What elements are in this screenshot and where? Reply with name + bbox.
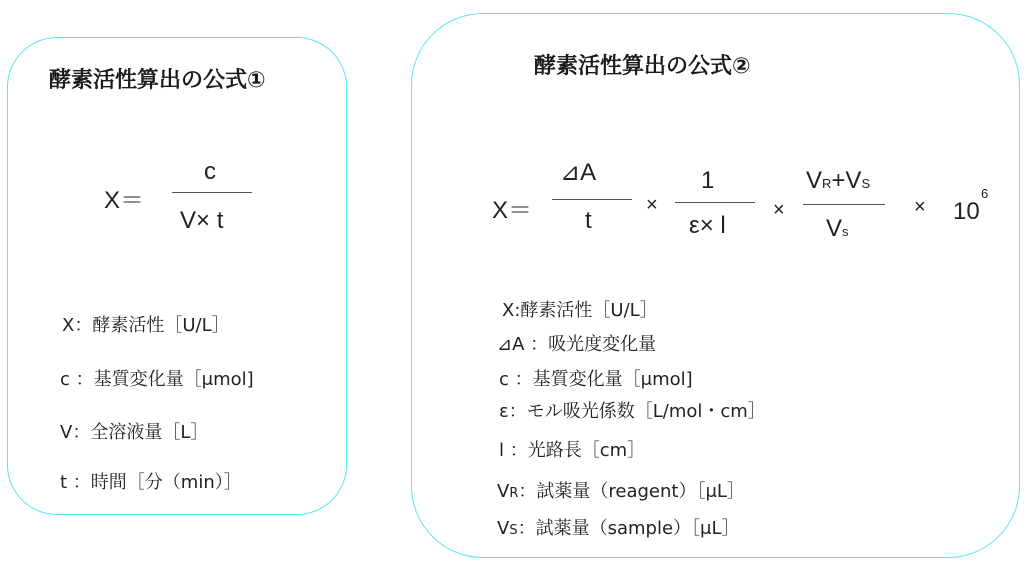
formula1-title: 酵素活性算出の公式① <box>49 68 266 93</box>
formula2-power-base: 10 <box>953 198 980 225</box>
formula2-frac3-numerator <box>806 167 870 195</box>
formula2-def-epsilon: ε：モル吸光係数［L/mol・cm］ <box>499 401 766 422</box>
formula2-def-vr <box>497 477 745 503</box>
def-vr-sub: R <box>509 486 519 501</box>
formula2-lhs: X＝ <box>492 197 533 224</box>
formula2-title: 酵素活性算出の公式② <box>534 54 751 79</box>
formula2-power-exponent: 6 <box>981 186 989 201</box>
frac3-den-sub-s: s <box>842 224 849 239</box>
formula2-def-dA: ⊿A ：吸光度変化量 <box>497 334 657 355</box>
frac3-den-v: V <box>826 215 843 242</box>
def-vs-text: ：試薬量（sample）［μL］ <box>517 518 740 539</box>
formula2-frac2-denominator: ε× l <box>689 212 726 239</box>
frac3-num-sub-r: R <box>822 176 832 191</box>
formula2-def-x: X:酵素活性［U/L］ <box>502 300 658 321</box>
frac3-num-sub-s: S <box>861 176 871 191</box>
formula2-def-c: c ：基質変化量［μmol] <box>499 369 693 390</box>
frac3-num-plus-v: +V <box>831 167 862 194</box>
formula2-frac3-bar <box>803 204 885 205</box>
formula1-def-c: c ：基質変化量［μmol] <box>60 369 254 390</box>
formula2-def-l: l ：光路長［cm］ <box>499 440 646 461</box>
formula1-denominator: V× t <box>180 207 224 234</box>
formula2-frac2-bar <box>675 202 755 203</box>
formula2-def-vs <box>497 514 740 540</box>
formula1-def-t: t ：時間［分（min）］ <box>60 472 242 493</box>
formula2-times-1: × <box>646 194 658 216</box>
formula2-times-3: × <box>914 196 926 218</box>
def-vs-sub: S <box>509 523 518 538</box>
def-vr-main: V <box>497 481 510 502</box>
formula2-frac1-numerator: ⊿A <box>560 159 597 186</box>
formula2-frac2-numerator: 1 <box>701 167 715 194</box>
formula1-numerator: c <box>204 158 216 185</box>
formula2-frac3-denominator <box>826 215 849 243</box>
formula2-frac1-bar <box>552 199 632 200</box>
frac3-num-v: V <box>806 167 823 194</box>
formula2-times-2: × <box>773 199 785 221</box>
formula1-fraction-bar <box>172 192 252 193</box>
def-vs-main: V <box>497 518 510 539</box>
formula1-def-x: X：酵素活性［U/L］ <box>62 315 230 336</box>
formula2-frac1-denominator: t <box>585 207 592 234</box>
def-vr-text: ：試薬量（reagent）［μL］ <box>518 481 745 502</box>
formula1-def-v: V：全溶液量［L］ <box>60 422 209 443</box>
formula1-lhs: X＝ <box>104 187 145 214</box>
